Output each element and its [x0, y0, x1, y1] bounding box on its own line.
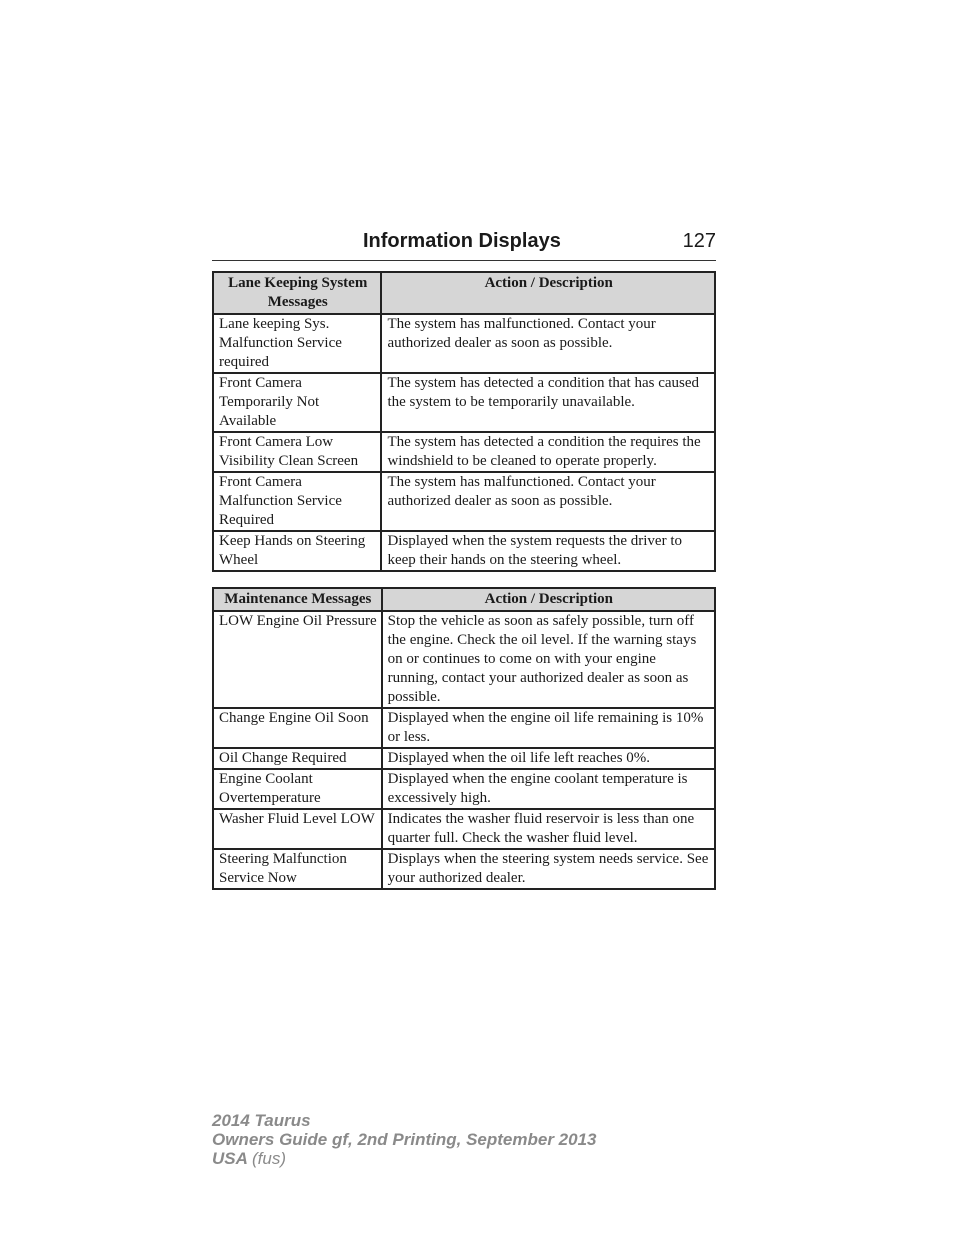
- description-cell: The system has detected a condition the requires the windshield to be cleaned to operate properly.: [381, 432, 715, 472]
- table-row: [213, 531, 715, 571]
- description-cell: The system has malfunctioned. Contact your authorized dealer as soon as possible.: [381, 472, 715, 531]
- description-cell: The system has malfunctioned. Contact your authorized dealer as soon as possible.: [381, 314, 715, 373]
- description-cell: Displays when the steering system needs service. See your authorized dealer.: [382, 849, 715, 889]
- table-row: [213, 849, 715, 889]
- message-cell: Engine Coolant Overtemperature: [213, 769, 382, 809]
- column-header-description: Action / Description: [382, 588, 715, 611]
- message-cell: Front Camera Low Visibility Clean Screen: [213, 432, 381, 472]
- message-cell: Change Engine Oil Soon: [213, 708, 382, 748]
- table-row: [213, 708, 715, 748]
- section-title: Information Displays: [363, 230, 561, 252]
- footer-market: [212, 1149, 596, 1168]
- table-header-row: [213, 272, 715, 314]
- table-row: [213, 432, 715, 472]
- table-row: [213, 769, 715, 809]
- table-row: [213, 748, 715, 769]
- message-cell: Lane keeping Sys. Malfunction Service required: [213, 314, 381, 373]
- table-header-row: [213, 588, 715, 611]
- message-cell: Washer Fluid Level LOW: [213, 809, 382, 849]
- document-footer: [212, 1111, 596, 1168]
- table-row: [213, 611, 715, 708]
- description-cell: Stop the vehicle as soon as safely possible, turn off the engine. Check the oil level. If the warning stays on or continues to come on with your engine running, contact your authorized dealer as soon as possible.: [382, 611, 715, 708]
- message-cell: Keep Hands on Steering Wheel: [213, 531, 381, 571]
- footer-model: 2014 Taurus: [212, 1111, 311, 1130]
- table-row: [213, 314, 715, 373]
- table-row: [213, 373, 715, 432]
- column-header-description: Action / Description: [381, 272, 715, 314]
- footer-region-code: (fus): [252, 1149, 286, 1168]
- message-cell: Front Camera Temporarily Not Available: [213, 373, 381, 432]
- page-header: [212, 228, 716, 261]
- table-row: [213, 472, 715, 531]
- maintenance-messages-table: [212, 587, 716, 890]
- lane-keeping-messages-table: [212, 271, 716, 572]
- message-cell: LOW Engine Oil Pressure: [213, 611, 382, 708]
- description-cell: Indicates the washer fluid reservoir is less than one quarter full. Check the washer fluid level.: [382, 809, 715, 849]
- page-number: 127: [682, 230, 716, 252]
- description-cell: Displayed when the engine oil life remaining is 10% or less.: [382, 708, 715, 748]
- description-cell: Displayed when the oil life left reaches 0%.: [382, 748, 715, 769]
- table-row: [213, 809, 715, 849]
- message-cell: Oil Change Required: [213, 748, 382, 769]
- message-cell: Front Camera Malfunction Service Required: [213, 472, 381, 531]
- description-cell: Displayed when the engine coolant temperature is excessively high.: [382, 769, 715, 809]
- column-header-message: Maintenance Messages: [213, 588, 382, 611]
- message-cell: Steering Malfunction Service Now: [213, 849, 382, 889]
- footer-region: USA: [212, 1149, 248, 1168]
- column-header-message: Lane Keeping System Messages: [213, 272, 381, 314]
- footer-edition: Owners Guide gf, 2nd Printing, September 2013: [212, 1130, 597, 1149]
- description-cell: Displayed when the system requests the driver to keep their hands on the steering wheel.: [381, 531, 715, 571]
- description-cell: The system has detected a condition that has caused the system to be temporarily unavailable.: [381, 373, 715, 432]
